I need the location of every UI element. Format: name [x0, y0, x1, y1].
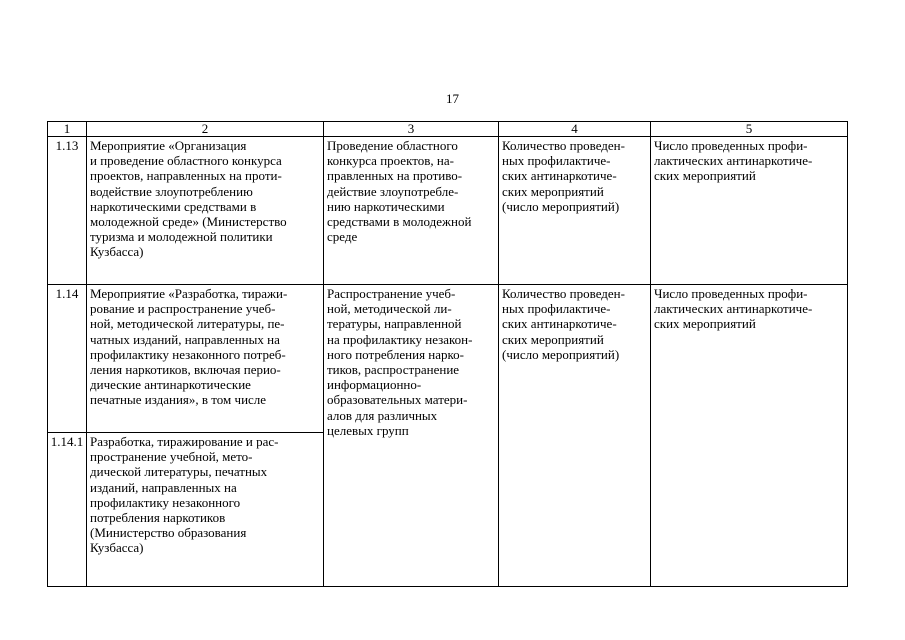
- row-number: 1.14.1: [48, 433, 87, 587]
- method-cell: Число проведенных профи- лактических антинаркотиче- ских мероприятий: [651, 285, 848, 587]
- row-number: 1.14: [48, 285, 87, 433]
- table-row: [48, 137, 848, 285]
- header-col-5: 5: [651, 122, 848, 137]
- header-col-2: 2: [87, 122, 324, 137]
- program-table: [47, 121, 848, 587]
- content-cell: Проведение областного конкурса проектов, на- правленных на противо- действие злоупотребле- нию наркотическими средствами в молодежной среде: [324, 137, 499, 285]
- header-col-4: 4: [499, 122, 651, 137]
- table-row: [48, 285, 848, 433]
- activity-cell: Мероприятие «Организация и проведение областного конкурса проектов, направленных на проти- водействие злоупотреблению наркотическими средствами в молодежной среде» (Министерство туризма и молодежной политики Кузбасса): [87, 137, 324, 285]
- indicator-cell: Количество проведен- ных профилактиче- ских антинаркотиче- ских мероприятий (число мероприятий): [499, 137, 651, 285]
- activity-cell: Разработка, тиражирование и рас- пространение учебной, мето- дической литературы, печатных изданий, направленных на профилактику незаконного потребления наркотиков (Министерство образования Кузбасса): [87, 433, 324, 587]
- row-number: 1.13: [48, 137, 87, 285]
- method-cell: Число проведенных профи- лактических антинаркотиче- ских мероприятий: [651, 137, 848, 285]
- table-header-row: [48, 122, 848, 137]
- header-col-1: 1: [48, 122, 87, 137]
- indicator-cell: Количество проведен- ных профилактиче- ских антинаркотиче- ских мероприятий (число мероприятий): [499, 285, 651, 587]
- page-number: 17: [446, 91, 459, 106]
- activity-cell: Мероприятие «Разработка, тиражи- рование и распространение учеб- ной, методической литературы, пе- чатных изданий, направленных на профилактику незаконного потреб- ления наркотиков, включая перио- дические антинаркотические печатные издания», в том числе: [87, 285, 324, 433]
- content-cell: Распространение учеб- ной, методической ли- тературы, направленной на профилактику незакон- ного потребления нарко- тиков, распространение информационно- образовательных матери- алов для различных целевых групп: [324, 285, 499, 587]
- header-col-3: 3: [324, 122, 499, 137]
